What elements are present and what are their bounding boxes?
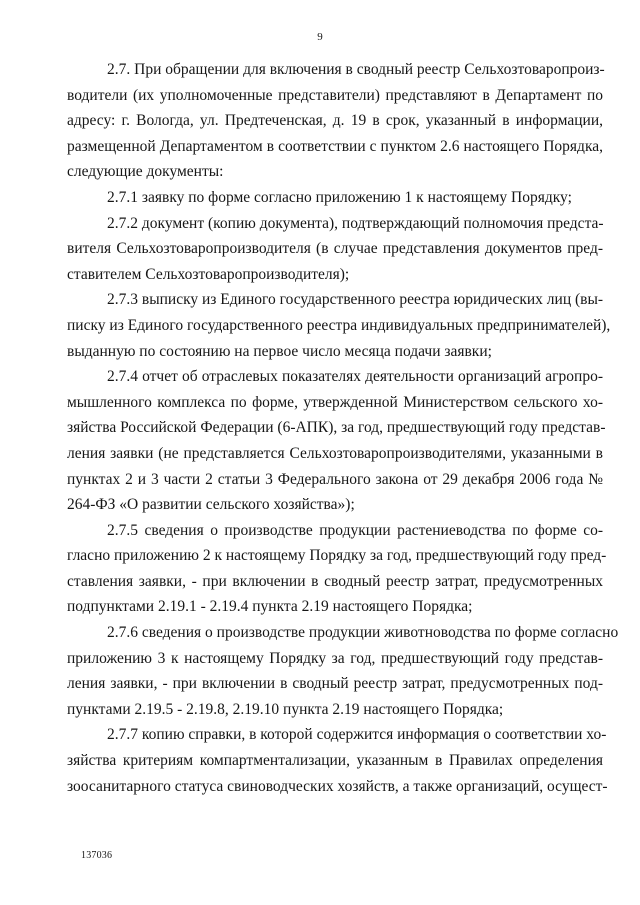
footer-code: 137036	[81, 850, 113, 861]
text-line: вителя Сельхозтоваропроизводителя (в случае представления документов пред-	[67, 240, 603, 258]
text-line: 2.7. При обращении для включения в сводный реестр Сельхозтоваропроиз-	[107, 61, 605, 78]
paragraph	[67, 185, 603, 211]
text-line: писку из Единого государственного реестра индивидуальных предпринимателей),	[67, 316, 611, 334]
text-line: ставителем Сельхозтоваропроизводителя);	[67, 265, 350, 283]
text-line: 2.7.7 копию справки, в которой содержится информация о соответствии хо-	[107, 726, 607, 744]
text-line: следующие документы:	[67, 163, 224, 181]
text-line: приложению 3 к настоящему Порядку за год, предшествующий году представ-	[67, 649, 603, 667]
text-line: 2.7.4 отчет об отраслевых показателях деятельности организаций агропро-	[107, 368, 603, 386]
paragraph	[67, 620, 619, 722]
text-line: пунктами 2.19.5 - 2.19.8, 2.19.10 пункта 2.19 настоящего Порядка;	[67, 700, 504, 718]
text-line: зяйства критериям компартментализации, указанным в Правилах определения	[67, 752, 603, 770]
paragraph	[67, 211, 603, 288]
text-line: пунктах 2 и 3 части 2 статьи 3 Федерального закона от 29 декабря 2006 года №	[67, 470, 603, 488]
paragraph	[67, 722, 608, 799]
paragraph	[67, 518, 607, 620]
text-line: 2.7.6 сведения о производстве продукции животноводства по форме согласно	[107, 624, 619, 642]
text-line: водители (их уполномоченные представители) представляют в Департамент по	[67, 86, 603, 104]
text-line: ставления заявки, - при включении в сводный реестр затрат, предусмотренных	[67, 572, 603, 590]
paragraph	[67, 57, 603, 185]
text-line: зоосанитарного статуса свиноводческих хозяйств, а также организаций, осущест-	[67, 777, 608, 795]
text-line: адресу: г. Вологда, ул. Предтеченская, д. 19 в срок, указанный в информации,	[67, 112, 603, 130]
text-line: 2.7.5 сведения о производстве продукции растениеводства по форме со-	[107, 521, 603, 539]
text-line: зяйства Российской Федерации (6-АПК), за год, предшествующий году представ-	[67, 419, 606, 437]
text-line: размещенной Департаментом в соответствии с пунктом 2.6 настоящего Порядка,	[67, 137, 603, 155]
paragraph	[67, 287, 611, 364]
document-body	[67, 57, 619, 799]
text-line: выданную по состоянию на первое число месяца подачи заявки;	[67, 342, 492, 360]
text-line: 2.7.1 заявку по форме согласно приложению 1 к настоящему Порядку;	[107, 188, 572, 206]
text-line: мышленного комплекса по форме, утвержденной Министерством сельского хо-	[67, 393, 603, 411]
text-line: 264-ФЗ «О развитии сельского хозяйства»);	[67, 496, 355, 514]
text-line: 2.7.2 документ (копию документа), подтверждающий полномочия предста-	[107, 214, 604, 232]
paragraph	[67, 364, 606, 518]
page-number: 9	[317, 31, 323, 43]
text-line: ления заявки, - при включении в сводный реестр затрат, предусмотренных под-	[67, 675, 603, 693]
text-line: 2.7.3 выписку из Единого государственного реестра юридических лиц (вы-	[107, 291, 604, 309]
text-line: ления заявки (не представляется Сельхозтоваропроизводителями, указанными в	[67, 444, 603, 462]
text-line: подпунктами 2.19.1 - 2.19.4 пункта 2.19 настоящего Порядка;	[67, 598, 473, 616]
text-line: гласно приложению 2 к настоящему Порядку за год, предшествующий году пред-	[67, 547, 607, 565]
